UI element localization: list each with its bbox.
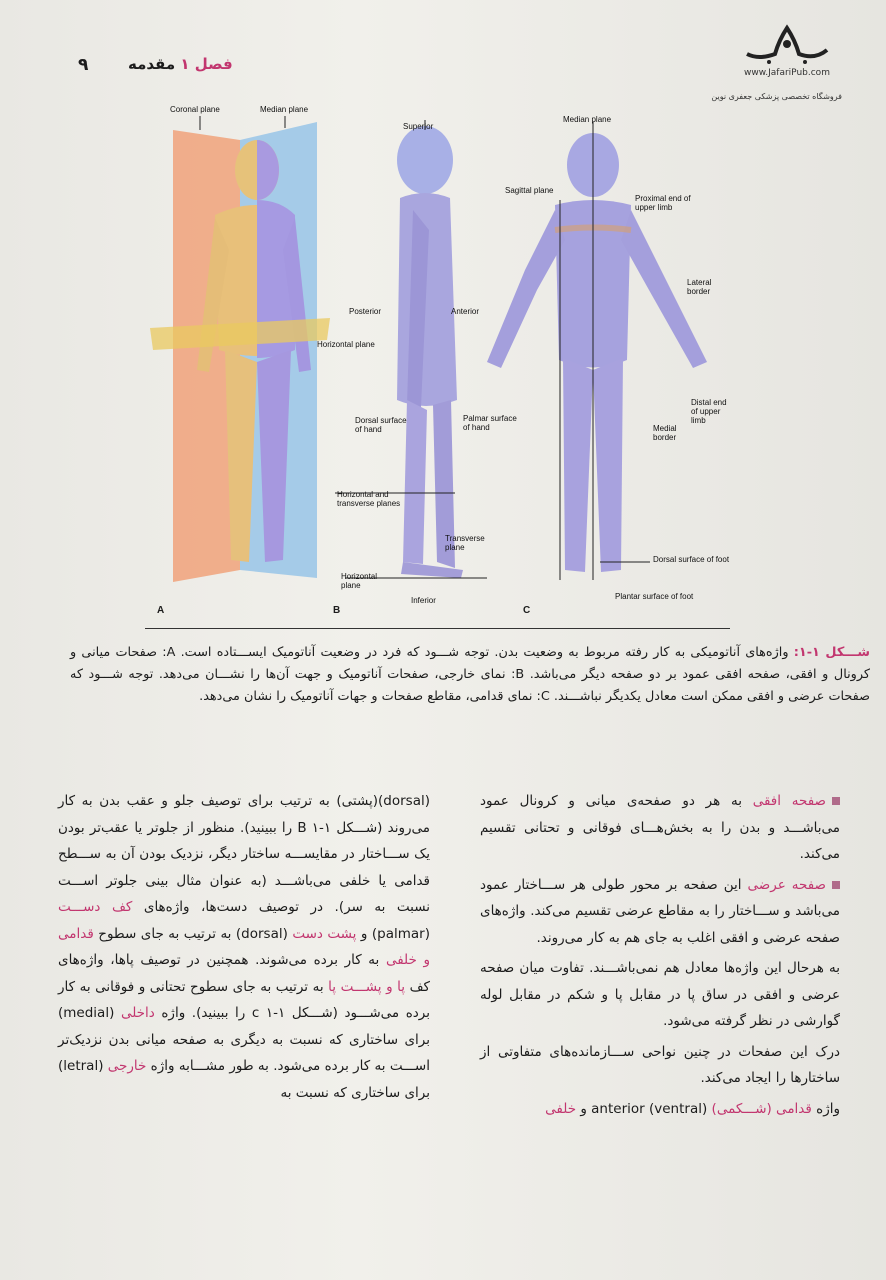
label-medial-border: Medial border (653, 424, 677, 442)
label-posterior: Posterior (349, 307, 382, 316)
label-horizontal-transverse: Horizontal and transverse planes (337, 490, 401, 508)
kw-horizontal-plane: صفحه افقی (752, 793, 826, 809)
kw-anterior-posterior: قدامی و خلفی (58, 925, 430, 968)
p3-start: واژه (811, 1100, 840, 1117)
figure-divider (145, 628, 730, 629)
label-inferior: Inferior (411, 596, 436, 605)
label-sagittal-plane: Sagittal plane (505, 186, 554, 195)
anatomy-figure (145, 100, 735, 620)
kw-posterior: خلفی (545, 1100, 577, 1117)
label-anterior: Anterior (451, 307, 480, 316)
kw-palm: کف دســـت (58, 899, 133, 915)
right-column (480, 788, 840, 1126)
lc-s7: (letral) برای ساختاری که نسبت به (58, 1058, 430, 1101)
chapter-label: فصل ۱ (180, 55, 233, 73)
logo-url: www.JafariPub.com (744, 68, 830, 78)
lc-s1: (dorsal)(پشتی) به ترتیب برای توصیف جلو و عقب بدن به کار می‌روند (شـــکل B ۱-۱ را ببینید). منظور از جلوتر یا عقب‌تر بودن یک ســـاختار در مقایســـه ساختار دیگر، نزدیک بودن آن به ســـطح قدامی یا خلفی می‌باشـــد (به عنوان مثال بینی جلوتر اســـت نسبت به سر). در توصیف دست‌ها، واژه‌های (58, 793, 430, 915)
lc-s3: (dorsal) به ترتیب به جای سطوح (93, 925, 293, 942)
caption-label: شـــکل ۱-۱: (793, 645, 870, 660)
label-proximal-end: Proximal end of upper limb (635, 194, 691, 212)
kw-medial: داخلی (120, 1005, 155, 1021)
kw-back-of-hand: پشت دست (292, 925, 357, 942)
caption-text: واژه‌های آناتومیکی به کار رفته مربوط به وضعیت بدن. توجه شـــود که فرد در وضعیت آناتومیک ایســـتاده است. A: صفحات میانی و کرونال و افقی، صفحه افقی عمود بر دو صفحه دیگر می‌باشد. B: نمای خارجی، صفحات آناتومیک و جهت آن‌ها را نشـــان می‌دهد. توجه شـــود که صفحات عرضی و افقی ممکن است معادل یکدیگر نباشـــند. C: نمای قدامی، مقاطع صفحات و جهات آناتومیک را نشان می‌دهد. (70, 645, 870, 704)
figure-caption (70, 642, 870, 708)
bullet-horizontal-text: به هر دو صفحه‌ی میانی و کرونال عمود می‌باشـــد و بدن را به بخش‌هـــای فوقانی و تحتانی تقسیم می‌کند. (480, 793, 840, 862)
kw-anterior: قدامی (شـــکمی) (711, 1100, 812, 1117)
p3-mid: anterior (ventral) و (576, 1100, 712, 1117)
anatomy-illustration (145, 100, 735, 620)
lc-s4: به کار برده می‌شوند. همچنین در توصیف پاها، واژه‌های کف (58, 952, 430, 995)
left-column (58, 788, 430, 1110)
bullet-square-icon (832, 881, 840, 889)
paragraph-understanding: درک این صفحات در چنین نواحی ســـازمانده‌های متفاوتی از ساختارها را ایجاد می‌کند. (480, 1043, 840, 1086)
bullet-transverse-plane (480, 872, 840, 952)
bullet-transverse-text: این صفحه بر محور طولی هر ســـاختار عمود می‌باشد و ســـاختار را به مقاطع عرضی تقسیم می‌کند. واژه‌های صفحه عرضی و افقی اغلب به جای هم به کار می‌روند. (480, 876, 840, 946)
lc-s6: (medial) برای ساختاری که نسبت به دیگری به صفحه میانی بدن نزدیک‌تر اســـت به کار برده می‌شود. به طور مشـــابه واژه (58, 1005, 430, 1074)
label-superior: Superior (403, 122, 434, 131)
section-label: مقدمه (128, 55, 176, 73)
panel-label-c: C (523, 605, 531, 616)
label-coronal-plane: Coronal plane (170, 105, 220, 114)
paragraph-continued (58, 788, 430, 1106)
label-horizontal-plane-a: Horizontal plane (317, 340, 375, 349)
label-dorsal-foot: Dorsal surface of foot (653, 555, 730, 564)
kw-transverse-plane: صفحه عرضی (747, 876, 826, 893)
kw-dorsum-foot: و پشـــت پا (328, 978, 393, 995)
chapter-header (128, 55, 233, 73)
label-median-plane-a: Median plane (260, 105, 309, 114)
label-transverse-plane: Transverse plane (445, 534, 485, 552)
bullet-horizontal-plane (480, 788, 840, 868)
lc-s5: به ترتیب به جای سطوح تحتانی و فوقانی به کار برده می‌شـــود (شـــکل c ۱-۱ را ببینید). واژه (58, 978, 431, 1021)
panel-label-b: B (333, 605, 341, 616)
label-lateral-border: Lateral border (687, 278, 712, 296)
label-horizontal-plane-b: Horizontal plane (341, 572, 378, 590)
label-palmar-hand: Palmar surface of hand (463, 414, 517, 432)
paragraph-anterior (480, 1096, 840, 1123)
publisher-logo (711, 20, 842, 101)
label-median-plane-c: Median plane (563, 115, 612, 124)
label-plantar-foot: Plantar surface of foot (615, 592, 694, 601)
label-dorsal-hand: Dorsal surface of hand (355, 416, 407, 434)
logo-shop-name: فروشگاه تخصصی پزشکی جعفری نوین (711, 92, 842, 101)
kw-foot: پا (397, 978, 406, 995)
bullet-square-icon (832, 797, 840, 805)
panel-label-a: A (157, 605, 165, 616)
logo-mark-icon (739, 20, 835, 66)
page-number: ۹ (78, 55, 89, 75)
kw-lateral: خارجی (107, 1058, 147, 1074)
lc-s2: (palmar) و (356, 925, 430, 942)
label-distal-end: Distal end of upper limb (691, 398, 727, 425)
paragraph-difference: به هرحال این واژه‌ها معادل هم نمی‌باشـــند. تفاوت میان صفحه عرضی و افقی در ساق پا در مقابل پا و شکم در مقابل لوله گوارشی در نظر گرفته می‌شود. (480, 960, 840, 1029)
